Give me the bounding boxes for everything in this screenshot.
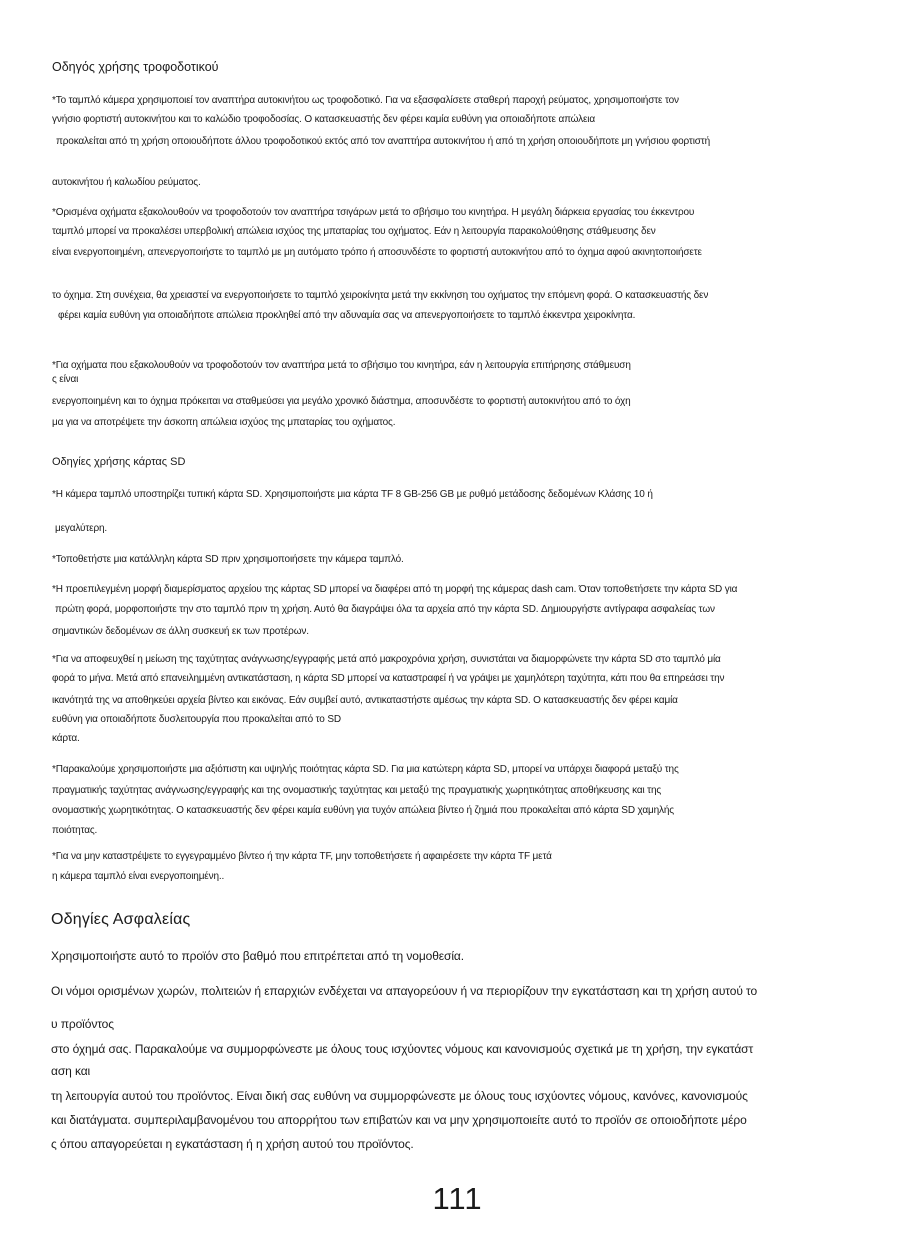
text-line: ονομαστικής χωρητικότητας. Ο κατασκευαστής δεν φέρει καμία ευθύνη για τυχόν απώλεια βίντεο ή ζημιά που προκαλείται από κάρτα SD χαμηλής: [52, 805, 674, 816]
text-line: υ προϊόντος: [51, 1017, 114, 1031]
text-line: *Η κάμερα ταμπλό υποστηρίζει τυπική κάρτα SD. Χρησιμοποιήστε μια κάρτα TF 8 GB-256 GB με ρυθμό μετάδοσης δεδομένων Κλάσης 10 ή: [52, 489, 653, 500]
text-line: μεγαλύτερη.: [55, 523, 108, 534]
text-line: αση και: [51, 1064, 91, 1078]
text-line: ς είναι: [52, 374, 79, 385]
section-heading-sd: Οδηγίες χρήσης κάρτας SD: [52, 456, 186, 468]
section-heading-power: Οδηγός χρήσης τροφοδοτικού: [52, 60, 219, 74]
text-line: ποιότητας.: [52, 825, 98, 836]
text-line: φορά το μήνα. Μετά από επανειλημμένη αντικατάσταση, η κάρτα SD μπορεί να καταστραφεί ή να γράψει με χαμηλότερη ταχύτητα, κάτι που θα επηρεάσει την: [52, 673, 725, 684]
text-line: Οι νόμοι ορισμένων χωρών, πολιτειών ή επαρχιών ενδέχεται να απαγορεύουν ή να περιορίζουν την εγκατάσταση και τη χρήση αυτού το: [51, 984, 758, 998]
section-heading-safety: Οδηγίες Ασφαλείας: [51, 911, 191, 928]
text-line: *Για οχήματα που εξακολουθούν να τροφοδοτούν τον αναπτήρα μετά το σβήσιμο του κινητήρα, εάν η λειτουργία επιτήρησης στάθμευση: [52, 360, 631, 371]
text-line: *Τοποθετήστε μια κατάλληλη κάρτα SD πριν χρησιμοποιήσετε την κάμερα ταμπλό.: [52, 554, 404, 565]
text-line: προκαλείται από τη χρήση οποιουδήποτε άλλου τροφοδοτικού εκτός από τον αναπτήρα αυτοκινήτου ή από τη χρήση οποιουδήποτε μη γνήσιου φορτιστή: [56, 136, 710, 147]
text-line: πρώτη φορά, μορφοποιήστε την στο ταμπλό πριν τη χρήση. Αυτό θα διαγράψει όλα τα αρχεία από την κάρτα SD. Δημιουργήστε αντίγραφα ασφαλείας των: [55, 604, 715, 615]
text-line: ταμπλό μπορεί να προκαλέσει υπερβολική απώλεια ισχύος της μπαταρίας του οχήματος. Εάν η λειτουργία παρακολούθησης στάθμευσης δεν: [52, 226, 656, 237]
text-line: *Παρακαλούμε χρησιμοποιήστε μια αξιόπιστη και υψηλής ποιότητας κάρτα SD. Για μια κατώτερη κάρτα SD, μπορεί να υπάρχει διαφορά μεταξύ της: [52, 764, 679, 775]
text-line: *Το ταμπλό κάμερα χρησιμοποιεί τον αναπτήρα αυτοκινήτου ως τροφοδοτικό. Για να εξασφαλίσετε σταθερή παροχή ρεύματος, χρησιμοποιήστε τον: [52, 95, 679, 106]
text-line: και διατάγματα. συμπεριλαμβανομένου του απορρήτου των επιβατών και να μην χρησιμοποιείτε αυτό το προϊόν σε οποιοδήποτε μέρο: [51, 1113, 747, 1127]
text-line: ενεργοποιημένη και το όχημα πρόκειται να σταθμεύσει για μεγάλο χρονικό διάστημα, αποσυνδέστε το φορτιστή αυτοκινήτου από το όχη: [52, 396, 631, 407]
text-line: στο όχημά σας. Παρακαλούμε να συμμορφώνεστε με όλους τους ισχύοντες νόμους και κανονισμούς σχετικά με τη χρήση, την εγκατάστ: [51, 1042, 754, 1056]
text-line: σημαντικών δεδομένων σε άλλη συσκευή εκ των προτέρων.: [52, 626, 309, 637]
text-line: *Ορισμένα οχήματα εξακολουθούν να τροφοδοτούν τον αναπτήρα τσιγάρων μετά το σβήσιμο του κινητήρα. Η μεγάλη διάρκεια εργασίας του έκκεντρου: [52, 207, 695, 218]
text-line: πραγματικής ταχύτητας ανάγνωσης/εγγραφής και της ονομαστικής ταχύτητας και μεταξύ της πραγματικής χωρητικότητας αποθήκευσης και της: [52, 785, 662, 796]
text-line: ευθύνη για οποιαδήποτε δυσλειτουργία που προκαλείται από το SD: [52, 714, 341, 725]
text-line: ικανότητά της να αποθηκεύει αρχεία βίντεο και εικόνας. Εάν συμβεί αυτό, αντικαταστήστε αμέσως την κάρτα SD. Ο κατασκευαστής δεν φέρει καμία: [52, 695, 678, 706]
text-line: *Για να μην καταστρέψετε το εγγεγραμμένο βίντεο ή την κάρτα TF, μην τοποθετήσετε ή αφαιρέσετε την κάρτα TF μετά: [52, 851, 552, 862]
text-line: φέρει καμία ευθύνη για οποιαδήποτε απώλεια προκληθεί από την αδυναμία σας να απενεργοποιήσετε το ταμπλό έκκεντρα χειροκίνητα.: [58, 310, 636, 321]
text-line: γνήσιο φορτιστή αυτοκινήτου και το καλώδιο τροφοδοσίας. Ο κατασκευαστής δεν φέρει καμία ευθύνη για οποιαδήποτε απώλεια: [52, 114, 596, 125]
text-line: ς όπου απαγορεύεται η εγκατάσταση ή η χρήση αυτού του προϊόντος.: [51, 1137, 414, 1151]
text-line: είναι ενεργοποιημένη, απενεργοποιήστε το ταμπλό με μη αυτόματο τρόπο ή αποσυνδέστε το φορτιστή αυτοκινήτου από το όχημα αφού ακινητοποιήσετε: [52, 247, 702, 258]
text-line: *Για να αποφευχθεί η μείωση της ταχύτητας ανάγνωσης/εγγραφής μετά από μακροχρόνια χρήση, συνιστάται να διαμορφώνετε την κάρτα SD στο ταμπλό μία: [52, 654, 721, 665]
text-line: το όχημα. Στη συνέχεια, θα χρειαστεί να ενεργοποιήσετε το ταμπλό χειροκίνητα μετά την εκκίνηση του οχήματος την επόμενη φορά. Ο κατασκευαστής δεν: [52, 290, 709, 301]
text-line: τη λειτουργία αυτού του προϊόντος. Είναι δική σας ευθύνη να συμμορφώνεστε με όλους τους ισχύοντες νόμους, κανόνες, κανονισμούς: [51, 1089, 748, 1103]
text-line: μα για να αποτρέψετε την άσκοπη απώλεια ισχύος της μπαταρίας του οχήματος.: [52, 417, 396, 428]
text-line: *Η προεπιλεγμένη μορφή διαμερίσματος αρχείου της κάρτας SD μπορεί να διαφέρει από τη μορφή της κάμερας dash cam. Όταν τοποθετήσετε την κάρτα SD για: [52, 584, 738, 595]
text-line: Χρησιμοποιήστε αυτό το προϊόν στο βαθμό που επιτρέπεται από τη νομοθεσία.: [51, 949, 464, 963]
text-line: κάρτα.: [52, 733, 80, 744]
text-line: η κάμερα ταμπλό είναι ενεργοποιημένη..: [52, 871, 225, 882]
page-number: 111: [432, 1181, 483, 1216]
text-line: αυτοκινήτου ή καλωδίου ρεύματος.: [52, 177, 201, 188]
